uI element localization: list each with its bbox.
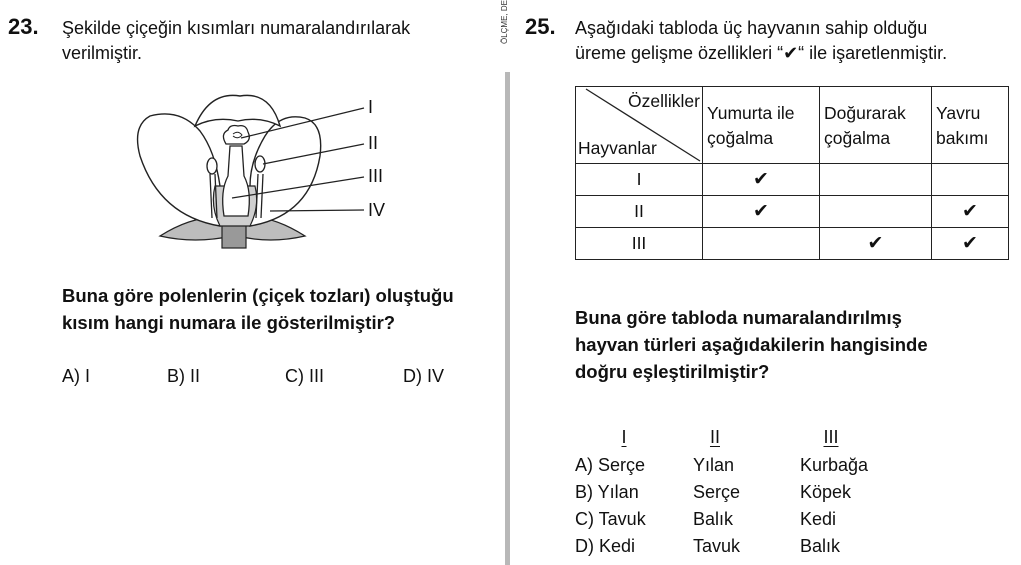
check-mark: ✔ xyxy=(703,196,820,228)
row-label: I xyxy=(576,164,703,196)
answer-c-animal-i[interactable]: C) Tavuk xyxy=(575,509,646,529)
question-25-stem-line2: üreme gelişme özellikleri “✔“ ile işaretlenmiştir. xyxy=(575,43,948,63)
figure-label-iv: IV xyxy=(368,200,386,220)
check-mark: ✔ xyxy=(932,196,1009,228)
check-mark: ✔ xyxy=(932,228,1009,260)
answer-d-animal-iii: Balık xyxy=(800,536,841,556)
answer-a-animal-ii: Yılan xyxy=(693,455,735,475)
column-header-care-line2: bakımı xyxy=(936,128,989,148)
answer-b-animal-ii: Serçe xyxy=(693,482,741,502)
check-mark xyxy=(820,196,932,228)
option-c[interactable]: C) III xyxy=(285,366,324,386)
answer-header-ii: II xyxy=(709,427,720,447)
table-row xyxy=(576,164,1009,196)
answer-a-animal-i[interactable]: A) Serçe xyxy=(575,455,646,475)
answer-a-animal-iii: Kurbağa xyxy=(800,455,869,475)
figure-label-ii: II xyxy=(368,133,379,153)
table-row xyxy=(576,196,1009,228)
column-header-birth-line1: Doğurarak xyxy=(824,103,906,123)
question-25-prompt-line1: Buna göre tabloda numaralandırılmış xyxy=(575,307,902,328)
check-mark xyxy=(703,228,820,260)
question-25-stem-line1: Aşağıdaki tabloda üç hayvanın sahip olduğu xyxy=(575,18,928,38)
answer-b-animal-iii: Köpek xyxy=(800,482,852,502)
row-label: II xyxy=(576,196,703,228)
figure-label-i: I xyxy=(368,97,374,117)
question-25-prompt-line3: doğru eşleştirilmiştir? xyxy=(575,361,770,382)
check-mark xyxy=(820,164,932,196)
column-divider xyxy=(505,72,510,565)
check-mark: ✔ xyxy=(820,228,932,260)
column-header-egg-line2: çoğalma xyxy=(707,128,774,148)
question-23-prompt-line2: kısım hangi numara ile gösterilmiştir? xyxy=(62,312,396,333)
question-23-stem-line2: verilmiştir. xyxy=(62,43,142,63)
answer-header-iii: III xyxy=(823,427,839,447)
column-header-birth xyxy=(820,87,932,164)
answer-c-animal-ii: Balık xyxy=(693,509,734,529)
question-23-number: 23. xyxy=(8,14,39,39)
corner-bottom-label: Hayvanlar xyxy=(578,138,657,158)
question-23-stem-line1: Şekilde çiçeğin kısımları numaralandırılarak xyxy=(62,18,411,38)
option-b[interactable]: B) II xyxy=(167,366,201,386)
column-header-care-line1: Yavru xyxy=(936,103,981,123)
answer-d-animal-i[interactable]: D) Kedi xyxy=(575,536,636,556)
side-label: ÖLÇME, DE xyxy=(500,0,509,45)
table-corner-cell xyxy=(576,87,703,164)
table-row xyxy=(576,228,1009,260)
column-header-birth-line2: çoğalma xyxy=(824,128,891,148)
flower-diagram xyxy=(120,86,400,256)
column-header-egg xyxy=(703,87,820,164)
answer-c-animal-iii: Kedi xyxy=(800,509,837,529)
row-label: III xyxy=(576,228,703,260)
traits-table xyxy=(575,86,1009,260)
question-25-number: 25. xyxy=(525,14,556,39)
answer-b-animal-i[interactable]: B) Yılan xyxy=(575,482,639,502)
check-mark: ✔ xyxy=(703,164,820,196)
answer-header-i: I xyxy=(621,427,627,447)
question-23-prompt-line1: Buna göre polenlerin (çiçek tozları) oluştuğu xyxy=(62,285,454,306)
column-header-care xyxy=(932,87,1009,164)
corner-top-label: Özellikler xyxy=(628,91,700,111)
option-d[interactable]: D) IV xyxy=(403,366,445,386)
check-mark xyxy=(932,164,1009,196)
column-header-egg-line1: Yumurta ile xyxy=(707,103,795,123)
option-a[interactable]: A) I xyxy=(62,366,91,386)
figure-label-iii: III xyxy=(368,166,384,186)
question-25-prompt-line2: hayvan türleri aşağıdakilerin hangisinde xyxy=(575,334,928,355)
answer-d-animal-ii: Tavuk xyxy=(693,536,741,556)
